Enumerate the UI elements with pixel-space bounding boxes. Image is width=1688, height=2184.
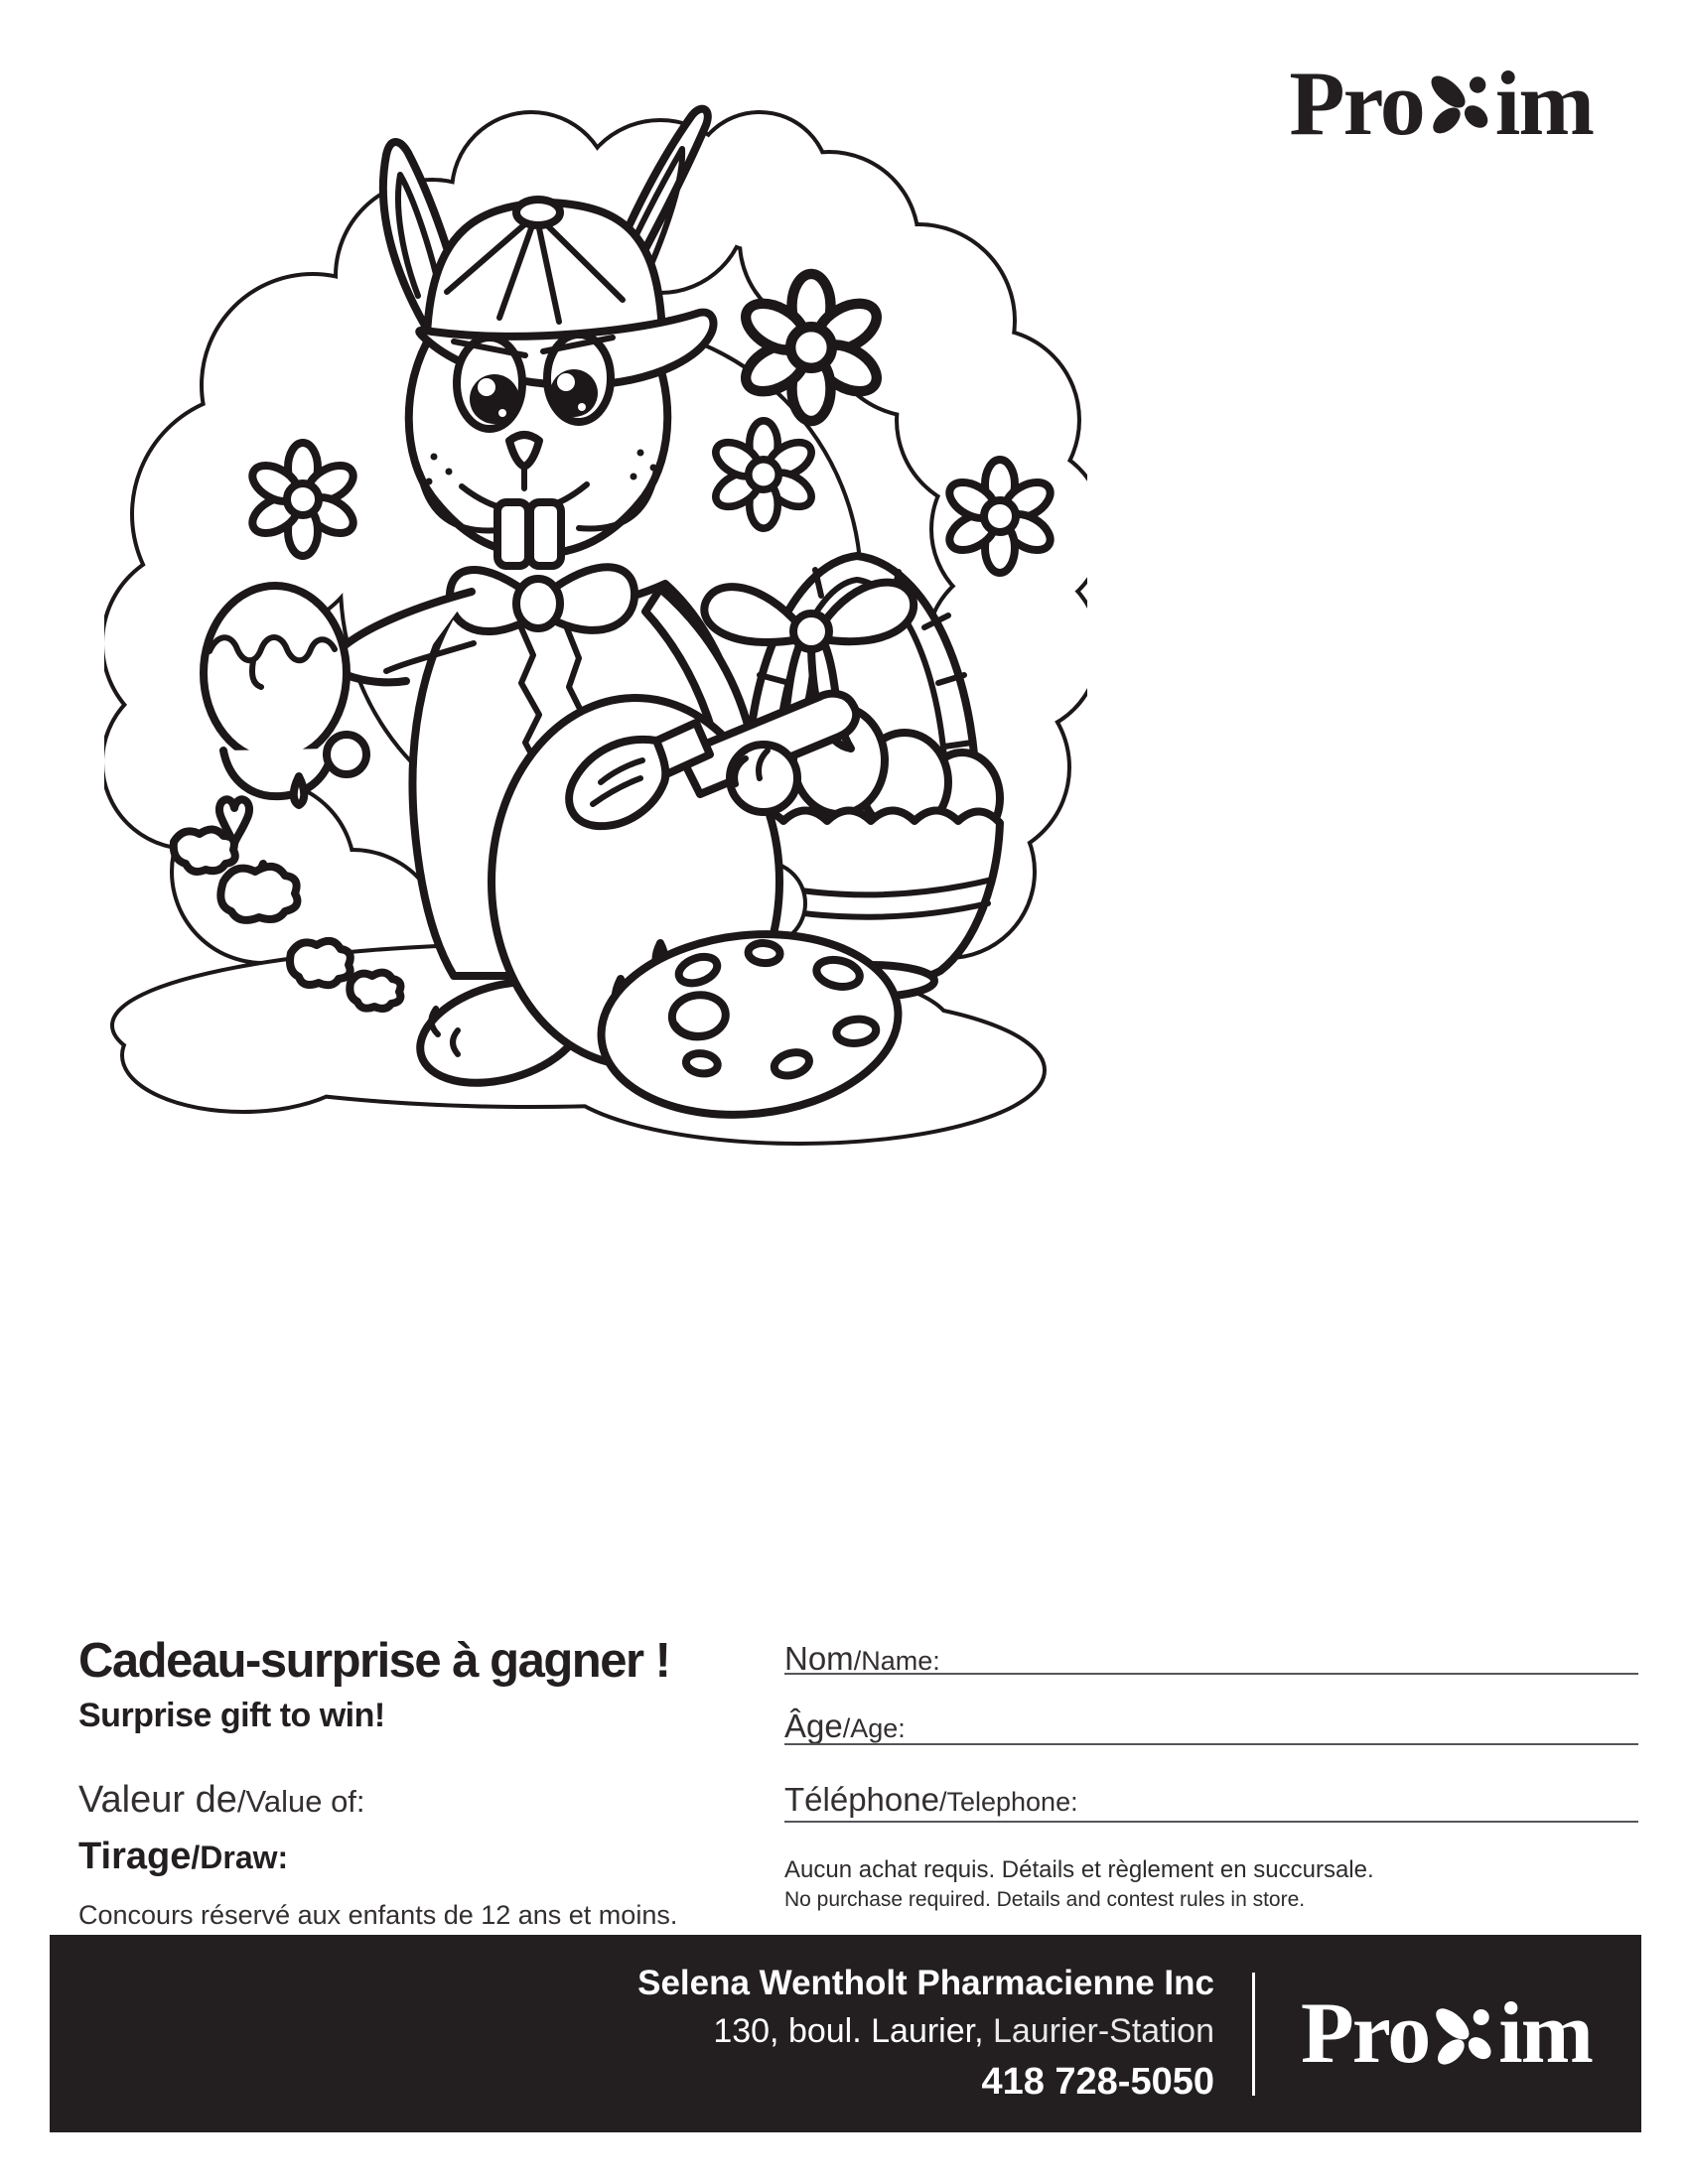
pharmacy-info <box>637 1959 1214 2110</box>
age-input-line[interactable] <box>784 1743 1638 1745</box>
draw-label-en: /Draw: <box>191 1840 289 1875</box>
pharmacy-address <box>637 2007 1214 2055</box>
proxim-logo-pre: Pro <box>1301 1984 1430 2082</box>
proxim-x-icon <box>1427 1994 1502 2078</box>
bunny-scene <box>104 87 1087 1160</box>
age-field-label <box>784 1707 906 1745</box>
promo-title-en: Surprise gift to win! <box>78 1697 385 1734</box>
draw-label-fr: Tirage <box>78 1836 192 1877</box>
proxim-logo-footer <box>1301 1984 1592 2082</box>
address-city: Laurier-Station <box>983 2012 1214 2051</box>
pharmacy-phone: 418 728-5050 <box>981 2060 1214 2103</box>
age-label-fr: Âge <box>784 1707 843 1744</box>
promo-text-block <box>78 1633 714 1965</box>
disclaimer-fr: Aucun achat requis. Détails et règlement en succursale. <box>784 1856 1374 1883</box>
contest-rule-fr: Concours réservé aux enfants de 12 ans et moins. <box>78 1900 678 1930</box>
pharmacy-name: Selena Wentholt Pharmacienne Inc <box>637 1963 1214 2002</box>
easter-bunny-coloring-illustration <box>104 87 1087 1160</box>
name-input-line[interactable] <box>784 1673 1638 1675</box>
promo-title-fr: Cadeau-surprise à gagner ! <box>78 1634 670 1688</box>
disclaimer-en: No purchase required. Details and contest rules in store. <box>784 1888 1306 1911</box>
telephone-input-line[interactable] <box>784 1821 1638 1823</box>
proxim-logo-post: im <box>1498 1984 1592 2082</box>
telephone-label-fr: Téléphone <box>784 1781 939 1818</box>
promo-draw-row <box>78 1836 714 1878</box>
footer-bar <box>50 1935 1641 2132</box>
address-street: 130, boul. Laurier, <box>713 2012 984 2051</box>
value-label-fr: Valeur de <box>78 1779 237 1821</box>
proxim-x-icon <box>1422 62 1499 147</box>
name-label-fr: Nom <box>784 1640 854 1677</box>
proxim-logo <box>1289 53 1593 154</box>
footer-divider <box>1252 1973 1255 2096</box>
value-label-en: /Value of: <box>236 1784 365 1819</box>
telephone-field-label <box>784 1781 1078 1819</box>
telephone-label-en: /Telephone: <box>938 1787 1078 1817</box>
promo-value-row <box>78 1779 714 1822</box>
proxim-logo-pre: Pro <box>1289 53 1424 154</box>
name-label-en: /Name: <box>853 1646 940 1676</box>
age-label-en: /Age: <box>842 1713 906 1743</box>
proxim-logo-post: im <box>1494 53 1593 154</box>
